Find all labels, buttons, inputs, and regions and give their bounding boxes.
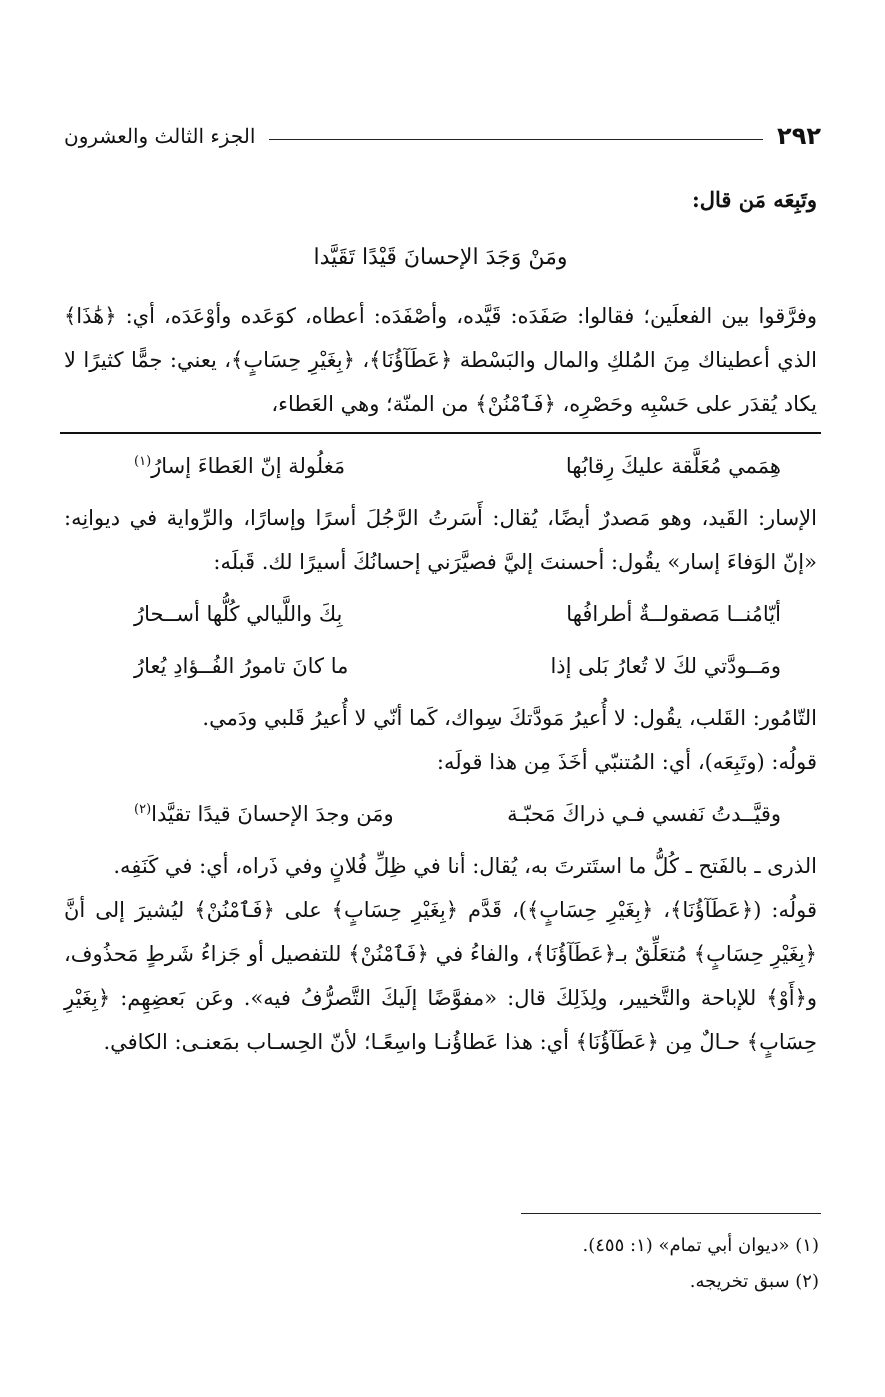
- page-number: ٢٩٢: [777, 122, 821, 150]
- poem-couplet-2: [64, 592, 817, 636]
- main-text: [64, 178, 817, 1064]
- text-divider: [60, 432, 821, 434]
- hemistich-right: أيّامُنــا مَصقولــةٌ أطرافُها: [566, 602, 781, 626]
- hemistich-left: [134, 444, 345, 488]
- footnote-1: (١) «ديوان أبي تمام» (١: ٤٥٥).: [582, 1235, 819, 1256]
- hemistich-left-text: ومَن وجدَ الإحسانَ قيدًا تقيَّدا: [151, 802, 394, 826]
- paragraph-6: قولُه: (﴿عَطَآؤُنَا﴾، ﴿بِغَيْرِ حِسَابٍ﴾)، قَدَّم ﴿بِغَيْرِ حِسَابٍ﴾ على ﴿فَٱمْنُنْ﴾ ليُشيرَ إلى أنَّ ﴿بِغَيْرِ حِسَابٍ﴾ مُتعَلِّقٌ بـ﴿عَطَآؤُنَا﴾، والفاءُ في ﴿فَٱمْنُنْ﴾ للتفصيل أو جَزاءُ شَرطٍ مَحذُوف، و﴿أَوْ﴾ للإباحة والتَّخيير، ولِذَلِكَ قال: «مفوَّضًا إلَيكَ التَّصرُّفُ فيه». وعَن بَعضِهِم: ﴿بِغَيْرِ حِسَابٍ﴾ حـالٌ مِن ﴿عَطَآؤُنَا﴾ أي: هذا عَطاؤُنـا واسِعًـا؛ لأنّ الحِسـاب بمَعنـى: الكافي.: [64, 898, 817, 1054]
- paragraph-5: الذرى ـ بالفَتح ـ كُلُّ ما استَترتَ به، يُقال: أنا في ظِلِّ فُلانٍ وفي ذَراه، أي: في كَنَفِه.: [113, 854, 817, 878]
- header-rule: [269, 139, 763, 140]
- quoted-verse: ومَنْ وَجَدَ الإحسانَ قَيْدًا تَقَيَّدا: [313, 245, 568, 270]
- hemistich-right: وقيَّــدتُ نَفسي فـي ذراكَ مَحبّـة: [507, 802, 781, 826]
- footnote-ref-2: (٢): [134, 802, 152, 817]
- hemistich-left: بِكَ واللَّيالي كُلُّها أســحارُ: [134, 602, 343, 626]
- hemistich-right-text: هِمَمي مُعَلَّقة عليكَ رِقابُها: [565, 454, 781, 478]
- poem-couplet-1: [64, 444, 817, 488]
- footnote-ref-1: (١): [134, 454, 152, 469]
- poem-couplet-3: [64, 644, 817, 688]
- running-header: [64, 116, 821, 156]
- hemistich-left: ما كانَ تامورُ الفُــؤادِ يُعارُ: [134, 654, 349, 678]
- footnotes: [64, 1228, 819, 1300]
- hemistich-left: [134, 792, 394, 836]
- hemistich-right: [566, 444, 781, 488]
- paragraph-4: قولُه: (وتَبِعَه)، أي: المُتنبّي أخَذَ مِن هذا قولَه:: [436, 750, 817, 774]
- hemistich-left-text: مَغلُولة إنّ العَطاءَ إسارُ: [151, 454, 346, 478]
- poem-couplet-4: [64, 792, 817, 836]
- lead-line: وتَبِعَه مَن قال:: [691, 187, 817, 212]
- hemistich-right: ومَــودَّتي لكَ لا تُعارُ بَلى إذا: [550, 654, 781, 678]
- paragraph-2: الإسار: القَيد، وهو مَصدرٌ أيضًا، يُقال: أَسَرتُ الرَّجُلَ أسرًا وإسارًا، والرِّواية في ديوانِه: «إنّ الوَفاءَ إسار» يقُول: أحسنتَ إليَّ فصيَّرَني إحسانُكَ أسيرًا لك. قَبلَه:: [64, 506, 817, 574]
- footnote-rule: [521, 1213, 821, 1214]
- running-title: الجزء الثالث والعشرون: [64, 124, 256, 148]
- footnote-2: (٢) سبق تخريجه.: [689, 1271, 819, 1292]
- paragraph-1: وفرَّقوا بين الفعلَين؛ فقالوا: صَفَدَه: قَيَّده، وأصْفَدَه: أعطاه، كوَعَده وأوْعَدَه، أي: ﴿هَٰذَا﴾ الذي أعطيناك مِنَ المُلكِ والمال والبَسْطة ﴿عَطَآؤُنَا﴾، ﴿بِغَيْرِ حِسَابٍ﴾، يعني: جمًّا كثيرًا لا يكاد يُقدَر على حَسْبِه وحَصْرِه، ﴿فَٱمْنُنْ﴾ من المنّة؛ وهي العَطاء،: [64, 304, 817, 416]
- paragraph-3: التّامُور: القَلب، يقُول: لا أُعيرُ مَودَّتكَ سِواك، كَما أنّي لا أُعيرُ قَلبي ودَمي.: [202, 706, 817, 730]
